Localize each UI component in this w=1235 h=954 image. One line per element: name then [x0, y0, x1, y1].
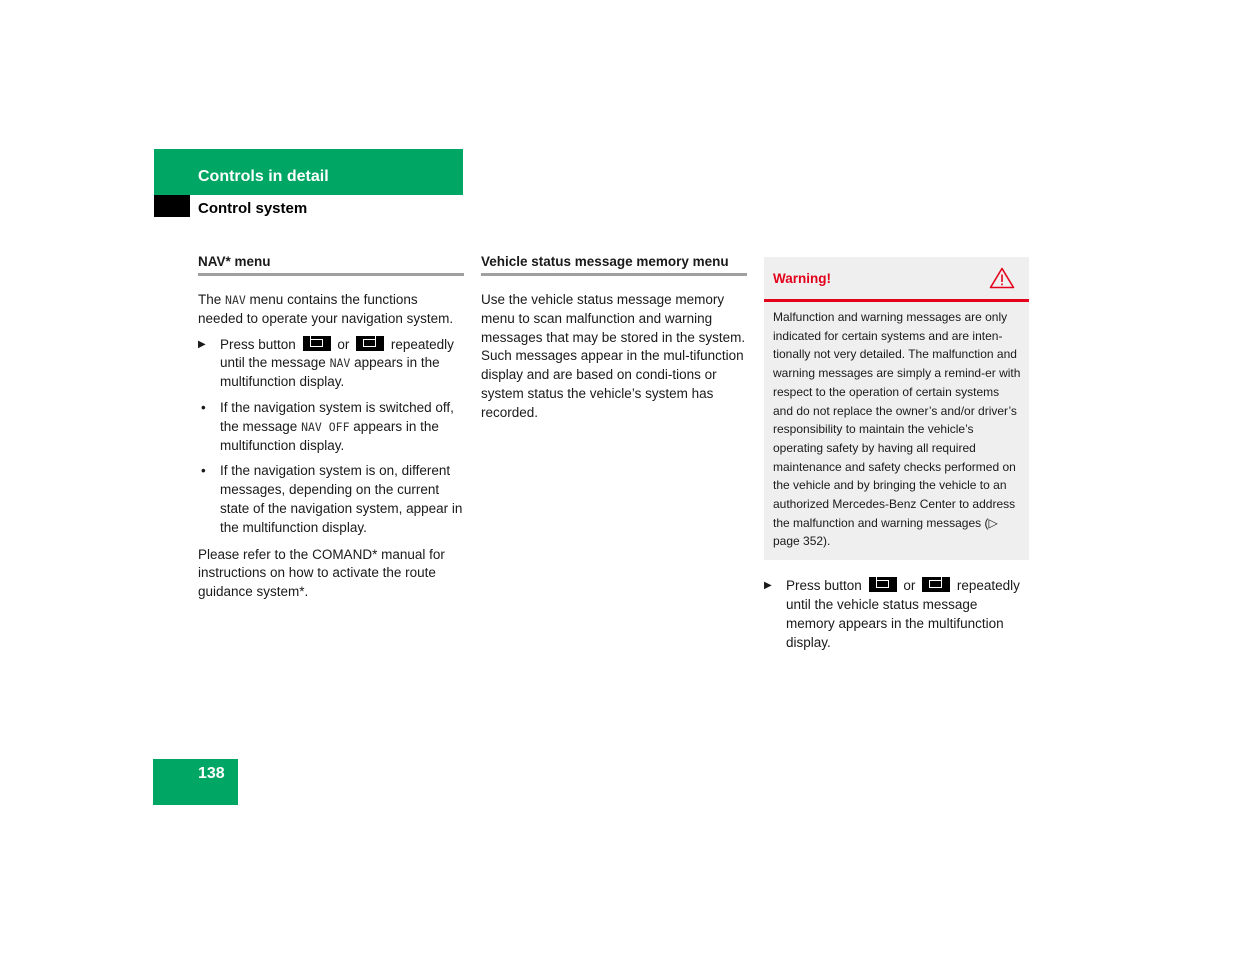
nav-bullet-off-post: appears in the multifunction display. [220, 418, 439, 453]
nav-menu-heading: NAV* menu [198, 253, 464, 276]
warning-box [764, 257, 1029, 560]
nav-bullet-off-pre: If the navigation system is switched off, the message [220, 399, 454, 434]
bullet-icon: • [201, 463, 206, 479]
page-number: 138 [198, 765, 225, 782]
bullet-icon: • [201, 399, 206, 415]
nav-bullet-on [198, 462, 464, 537]
nav-bullet-off [198, 399, 464, 455]
next-display-button-icon [356, 336, 384, 351]
warning-title: Warning! [773, 271, 831, 286]
nav-outro: Please refer to the COMAND* manual for instructions on how to activate the route guidance system*. [198, 546, 445, 600]
vehicle-status-body: Use the vehicle status message memory menu to scan malfunction and warning messages that may be stored in the system. Such messages appear in the mul-tifunction display and are based on condi-tions or system status the vehicle’s system has recorded. [481, 292, 746, 420]
previous-display-button-icon [303, 336, 331, 351]
vehicle-step [764, 577, 1029, 652]
nav-step [198, 336, 464, 392]
nav-step-pre: Press button [220, 336, 296, 352]
nav-bullet-on-text: If the navigation system is on, different messages, depending on the current state of the navigation system, appear in the multifunction display. [220, 463, 463, 535]
nav-step-post: repeatedly until the message [220, 336, 454, 371]
nav-display-code: NAV [225, 293, 246, 307]
vehicle-step-or: or [903, 578, 916, 594]
nav-menu-column [198, 253, 464, 602]
previous-display-button-icon [869, 577, 897, 592]
warning-text: Malfunction and warning messages are only indicated for certain systems and are inten-tionally not very detailed. The malfunction and warning messages are simply a remind-er with respect to the operation of certain systems and do not replace the owner’s and/or driver’s responsibility to maintain the vehicle’s operating safety by having all required maintenance and safety checks performed on the vehicle and by bringing the vehicle to an authorized Mercedes-Benz Center to address the malfunction and warning messages (▷ page 352). [773, 310, 1021, 549]
step-arrow-icon: ▶ [764, 580, 772, 592]
nav-step-or: or [337, 336, 350, 352]
nav-off-code: NAV OFF [301, 419, 350, 434]
next-display-button-icon [922, 577, 950, 592]
page-number-box [153, 759, 238, 805]
vehicle-status-column [481, 253, 747, 423]
vehicle-step-pre: Press button [786, 578, 862, 594]
section-title: Control system [198, 200, 308, 217]
chapter-title: Controls in detail [198, 168, 329, 185]
step-arrow-icon: ▶ [198, 338, 206, 350]
warning-column [764, 257, 1029, 652]
nav-intro-post: menu contains the functions needed to operate your navigation system. [198, 292, 454, 326]
nav-step-end: appears in the multifunction display. [220, 355, 440, 390]
vehicle-status-heading: Vehicle status message memory menu [481, 253, 747, 276]
warning-header [764, 257, 1029, 302]
nav-step-code: NAV [329, 356, 351, 371]
warning-triangle-icon [989, 267, 1015, 289]
section-marker [154, 195, 190, 217]
nav-intro [198, 291, 464, 329]
vehicle-step-post: repeatedly until the vehicle status message memory appears in the multifunction display. [786, 578, 1020, 650]
nav-intro-pre: The [198, 292, 226, 307]
